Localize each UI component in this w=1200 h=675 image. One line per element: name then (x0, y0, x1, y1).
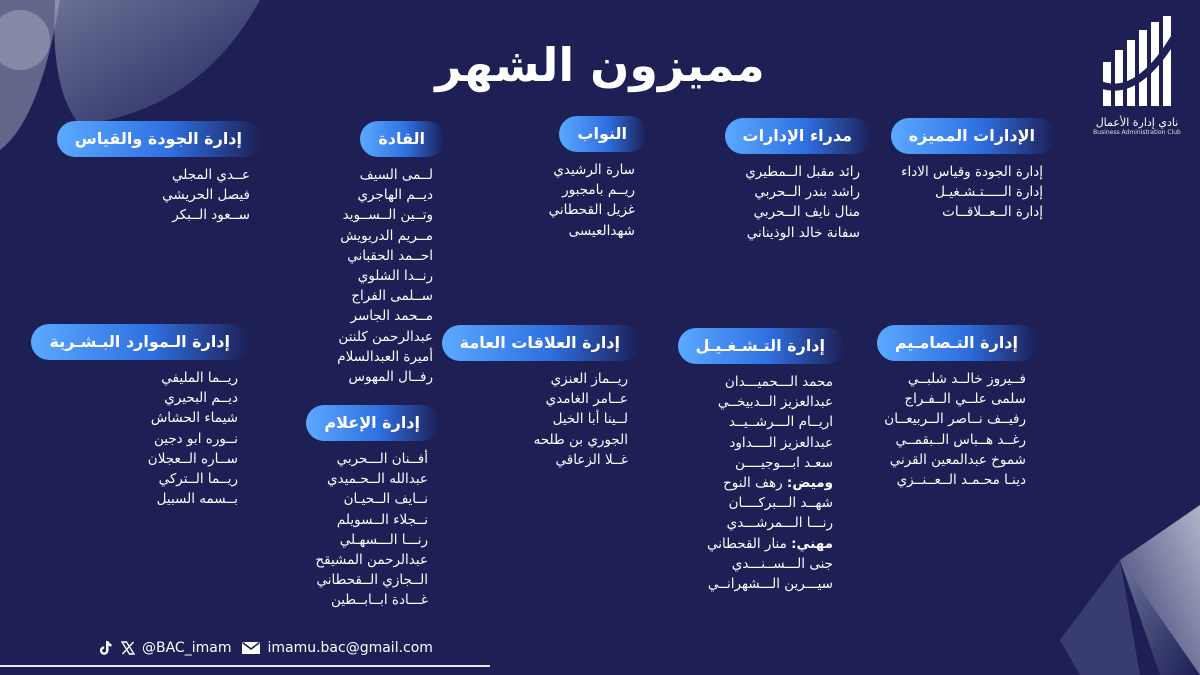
list-item: احــمد الحقباني (347, 247, 433, 264)
list-item: إدارة الـــــتـشـغيـل (935, 184, 1043, 201)
section-list (549, 160, 647, 241)
list-item: رفــال المهوس (348, 369, 433, 386)
section-list (306, 449, 440, 611)
member-name: رهف النوح (723, 475, 787, 492)
x-icon[interactable] (120, 640, 136, 656)
section-hr (31, 324, 250, 509)
list-item: لــمى السيف (359, 167, 433, 183)
list-item: أفــنان الـــحربي (336, 451, 428, 467)
section-list (57, 165, 262, 226)
list-item: رنــدا الشلوي (357, 268, 433, 285)
section-list (442, 369, 640, 470)
mail-icon (241, 640, 261, 656)
list-item: بــسمه السبيل (156, 491, 238, 508)
list-item: نــايف الــحيـان (343, 491, 428, 508)
list-item: سعـد ابـــوجيــــن (734, 454, 833, 471)
list-item: عبدالرحمن كلنتن (338, 328, 433, 345)
list-item: عبدالرحمن المشيقح (315, 552, 428, 569)
club-logo (1092, 14, 1182, 136)
list-item: إدارة الــعــلاقــات (942, 204, 1043, 221)
footer-divider (0, 665, 490, 667)
list-item: الــجازي الــقحطاني (316, 572, 428, 589)
section-title: إدارة الـموارد البـشـرية (31, 324, 250, 360)
list-item: مــريم الدريويش (340, 227, 433, 244)
section-list (678, 372, 845, 594)
section-list (891, 162, 1055, 223)
section-title: إدارة التـصامـيم (877, 325, 1038, 361)
list-item: ديــم البحيري (164, 390, 238, 407)
list-item: فــيروز خالــد شلبــي (907, 371, 1026, 387)
list-item: وتــين الــســويد (342, 207, 433, 224)
list-item: سيـــرين الـــشهرانــي (707, 576, 833, 593)
list-item: عــامر الغامدي (545, 391, 628, 408)
list-item: إدارة الجودة وقياس الاداء (901, 164, 1043, 180)
list-item (678, 534, 833, 554)
tiktok-icon[interactable] (96, 639, 114, 657)
section-designs (877, 325, 1038, 490)
section-list (877, 369, 1038, 490)
list-item: الجوري بن طلحه (533, 431, 628, 448)
list-item: شموخ عبدالمعين القرني (889, 451, 1026, 468)
list-item: غــلا الزعاقي (555, 451, 628, 468)
section-list (337, 165, 445, 387)
list-item: راشد بندر الــحربي (754, 184, 860, 201)
section-title: الإدارات المميزه (891, 118, 1055, 154)
list-item: ســلمى الفراج (351, 288, 433, 305)
social-handle[interactable]: @BAC_imam (142, 640, 232, 656)
section-operations (678, 328, 845, 594)
section-title: القادة (360, 121, 445, 157)
list-item: رائد مقبل الــمطيري (745, 164, 860, 180)
list-item: شهدالعيسى (568, 222, 635, 239)
section-media (306, 405, 440, 611)
list-item: مــحمد الجاسر (350, 308, 433, 325)
section-leaders (337, 121, 445, 387)
section-distinguished-depts (891, 118, 1055, 223)
list-item: نــجلاء الــسويلم (336, 511, 428, 528)
list-item: غزيل القحطاني (548, 202, 635, 219)
list-item: ديــم الهاجري (357, 187, 433, 204)
list-item (678, 473, 833, 493)
list-item: رنـــا الـــمرشـــدي (726, 515, 833, 532)
list-item: عــدي المجلي (171, 167, 250, 183)
section-list (725, 162, 872, 243)
list-item: رفيــف نــاصر الــربيعــان (884, 411, 1026, 428)
footer-contact (96, 639, 433, 657)
list-item: اريــام الـــرشــيــد (728, 414, 833, 431)
section-quality (57, 121, 262, 226)
list-item: ريــما المليفي (161, 370, 238, 386)
list-item: ريــم بامجبور (562, 182, 635, 199)
list-item: شهــد الـــبركــــان (728, 495, 833, 512)
logo-mark-icon (1097, 14, 1177, 110)
section-title: مدراء الإدارات (725, 118, 872, 154)
list-item: رغــد هــباس الــبقمــي (895, 431, 1026, 448)
section-managers (725, 118, 872, 243)
section-title: إدارة الإعلام (306, 405, 440, 441)
list-item: لــينا أبا الخيل (552, 411, 628, 428)
list-item: شيماء الحشاش (150, 410, 238, 427)
section-title: إدارة العلاقات العامة (442, 325, 640, 361)
section-public-relations (442, 325, 640, 470)
list-item: عبدالله الــحـميدي (326, 471, 428, 488)
list-item: فيصل الحريشي (162, 187, 250, 204)
section-deputies (549, 116, 647, 241)
contact-email[interactable]: imamu.bac@gmail.com (267, 640, 433, 656)
team-label: وميض: (786, 475, 833, 492)
team-label: مهني: (791, 535, 833, 552)
list-item: ريــماز العنزي (550, 371, 628, 387)
list-item: أميرة العبدالسلام (337, 348, 433, 365)
member-name: منار القحطاني (707, 535, 792, 552)
section-title: النواب (559, 116, 647, 152)
logo-name-en: Business Administration Club (1093, 129, 1181, 136)
logo-name-ar: نادي إدارة الأعمال (1095, 116, 1179, 129)
list-item: محمد الـــحميـــدان (724, 374, 833, 390)
list-item: منال نايف الــحربي (753, 204, 860, 221)
list-item: نــوره ابو دجين (153, 430, 238, 447)
page-title: مميزون الشهر (435, 38, 765, 92)
list-item: غـــادة ابــابــطين (330, 592, 428, 609)
list-item: ريــما الــتركي (158, 471, 238, 488)
list-item: عبدالعزيز الــدبيخــي (717, 394, 833, 411)
list-item: سلمى علــي الــفـراج (904, 391, 1026, 408)
list-item: رنـــا الـــسهـلي (339, 531, 428, 548)
section-title: إدارة الجودة والقياس (57, 121, 262, 157)
list-item: جنى الـــســنـــدي (731, 555, 833, 572)
list-item: سارة الرشيدي (553, 162, 635, 178)
section-title: إدارة التـشـغـيـل (678, 328, 845, 364)
list-item: سفانة خالد الوذيناني (746, 224, 860, 241)
list-item: دينـا محـمـد الــعــنــزي (896, 472, 1026, 489)
list-item: ســعود الــبكر (172, 207, 250, 224)
list-item: ســاره الــعجلان (147, 450, 238, 467)
section-list (31, 368, 250, 509)
list-item: عبدالعزيز الــــداود (729, 434, 833, 451)
